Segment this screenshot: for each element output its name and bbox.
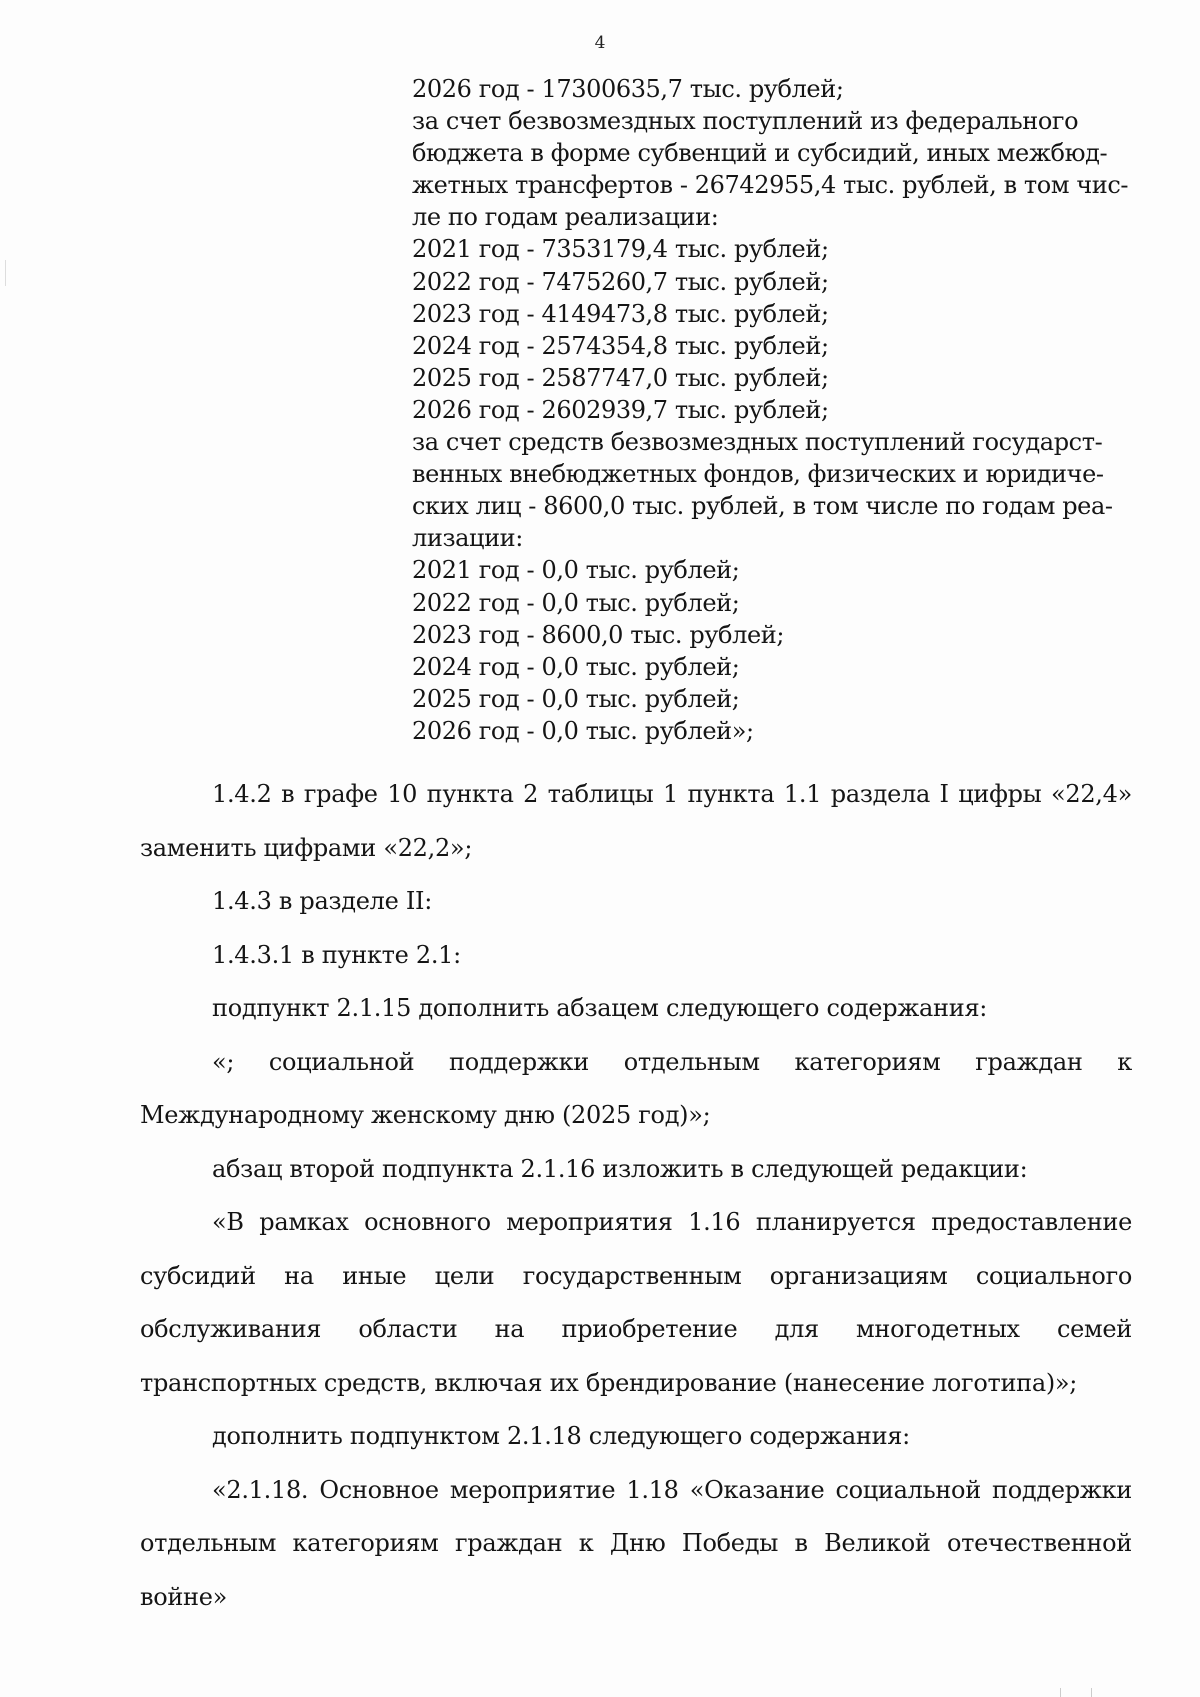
paragraph: «В рамках основного мероприятия 1.16 планируется предоставление субсидий на иные цели государственным организациям социального обслуживания области на приобретение для многодетных семей транспортных средств, включая их брендирование (нанесение логотипа)»; xyxy=(140,1208,1132,1397)
column-line: 2024 год - 2574354,8 тыс. рублей; xyxy=(412,331,829,360)
scan-margin-mark xyxy=(5,260,12,286)
paragraph: 1.4.3 в разделе II: xyxy=(212,887,433,915)
column-line: бюджета в форме субвенций и субсидий, иных межбюд- xyxy=(412,139,1108,168)
paragraph: «2.1.18. Основное мероприятие 1.18 «Оказание социальной поддержки отдельным категориям граждан к Дню Победы в Великой отечественной войне» xyxy=(140,1475,1132,1611)
column-line: 2023 год - 8600,0 тыс. рублей; xyxy=(412,620,785,649)
funding-column xyxy=(412,73,1129,747)
column-line: 2026 год - 0,0 тыс. рублей»; xyxy=(412,716,754,745)
column-line: 2024 год - 0,0 тыс. рублей; xyxy=(412,652,740,681)
paragraph: «; социальной поддержки отдельным категориям граждан к Международному женскому дню (2025 год)»; xyxy=(140,1047,1132,1129)
paragraph: 1.4.3.1 в пункте 2.1: xyxy=(212,940,461,969)
column-line: 2025 год - 2587747,0 тыс. рублей; xyxy=(412,363,829,392)
column-line: за счет средств безвозмездных поступлений государст- xyxy=(412,428,1103,457)
column-line: 2022 год - 0,0 тыс. рублей; xyxy=(412,588,740,617)
paragraph: дополнить подпунктом 2.1.18 следующего содержания: xyxy=(212,1422,910,1450)
scan-edge-mark xyxy=(1060,1688,1092,1697)
column-line: 2023 год - 4149473,8 тыс. рублей; xyxy=(412,299,829,328)
document-body xyxy=(140,768,1132,1624)
paragraph: абзац второй подпункта 2.1.16 изложить в следующей редакции: xyxy=(212,1154,1028,1183)
column-line: за счет безвозмездных поступлений из федерального xyxy=(412,107,1079,136)
column-line: венных внебюджетных фондов, физических и юридиче- xyxy=(412,460,1104,489)
page-number: 4 xyxy=(594,33,606,53)
column-line: 2021 год - 7353179,4 тыс. рублей; xyxy=(412,235,829,264)
column-line: жетных трансфертов - 26742955,4 тыс. рублей, в том чис- xyxy=(412,171,1129,200)
column-line: 2026 год - 2602939,7 тыс. рублей; xyxy=(412,395,829,424)
column-line: 2025 год - 0,0 тыс. рублей; xyxy=(412,684,740,713)
paragraph: 1.4.2 в графе 10 пункта 2 таблицы 1 пункта 1.1 раздела I цифры «22,4» заменить цифрами «22,2»; xyxy=(140,780,1132,862)
column-line: 2022 год - 7475260,7 тыс. рублей; xyxy=(412,267,829,296)
column-line: лизации: xyxy=(412,524,523,553)
column-line: 2026 год - 17300635,7 тыс. рублей; xyxy=(412,75,844,103)
column-line: 2021 год - 0,0 тыс. рублей; xyxy=(412,556,740,585)
paragraph: подпункт 2.1.15 дополнить абзацем следующего содержания: xyxy=(212,994,988,1022)
column-line: ле по годам реализации: xyxy=(412,203,719,232)
column-line: ских лиц - 8600,0 тыс. рублей, в том числе по годам реа- xyxy=(412,492,1113,521)
